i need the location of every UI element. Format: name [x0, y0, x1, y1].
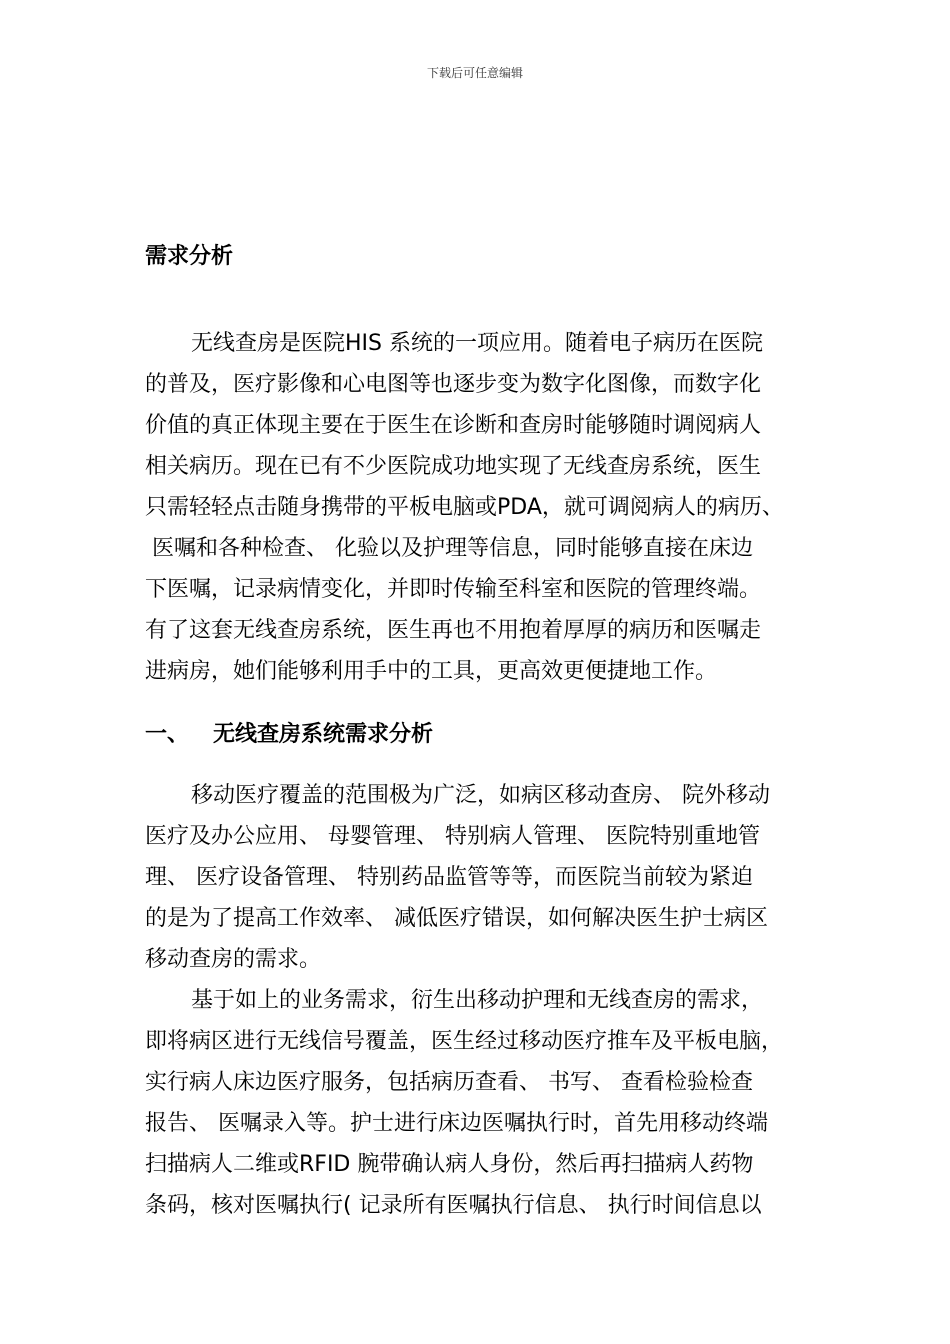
paragraph-line: 的是为了提高工作效率、 减低医疗错误，如何解决医生护士病区	[145, 906, 768, 931]
paragraph-line: 医疗及办公应用、 母婴管理、 特别病人管理、 医院特别重地管	[145, 824, 760, 849]
paragraph-requirements	[145, 980, 815, 1226]
paragraph-line: 有了这套无线查房系统，医生再也不用抱着厚厚的病历和医嘱走	[145, 618, 762, 643]
paragraph-line: 基于如上的业务需求，衍生出移动护理和无线查房的需求，	[191, 988, 764, 1013]
section-heading	[145, 718, 433, 752]
paragraph-intro	[145, 323, 815, 692]
page-header: 下载后可任意编辑	[426, 66, 523, 80]
section-title: 无线查房系统需求分析	[213, 722, 434, 747]
section-number: 一、	[145, 722, 190, 747]
paragraph-line: 进病房，她们能够利用手中的工具，更高效更便捷地工作。	[145, 659, 718, 684]
paragraph-line: 移动医疗覆盖的范围极为广泛，如病区移动查房、 院外移动	[191, 783, 770, 808]
paragraph-line: 报告、 医嘱录入等。护士进行床边医嘱执行时，首先用移动终端	[145, 1111, 768, 1136]
paragraph-line: 的普及，医疗影像和心电图等也逐步变为数字化图像，而数字化	[145, 372, 762, 397]
paragraph-line: 价值的真正体现主要在于医生在诊断和查房时能够随时调阅病人	[145, 413, 762, 438]
paragraph-line: 理、 医疗设备管理、 特别药品监管等等，而医院当前较为紧迫	[145, 865, 753, 890]
paragraph-line: 无线查房是医院HIS 系统的一项应用。随着电子病历在医院	[191, 331, 763, 356]
paragraph-line: 下医嘱，记录病情变化，并即时传输至科室和医院的管理终端。	[145, 577, 762, 602]
paragraph-line: 扫描病人二维或RFID 腕带确认病人身份，然后再扫描病人药物	[145, 1152, 754, 1177]
document-title: 需求分析	[145, 244, 234, 269]
paragraph-scope	[145, 775, 815, 980]
paragraph-line: 医嘱和各种检查、 化验以及护理等信息，同时能够直接在床边	[145, 536, 753, 561]
paragraph-line: 即将病区进行无线信号覆盖，医生经过移动医疗推车及平板电脑，	[145, 1029, 784, 1054]
paragraph-line: 相关病历。现在已有不少医院成功地实现了无线查房系统，医生	[145, 454, 762, 479]
paragraph-line: 条码，核对医嘱执行( 记录所有医嘱执行信息、 执行时间信息以	[145, 1193, 762, 1218]
paragraph-line: 实行病人床边医疗服务，包括病历查看、 书写、 查看检验检查	[145, 1070, 753, 1095]
paragraph-line: 只需轻轻点击随身携带的平板电脑或PDA，就可调阅病人的病历、	[145, 495, 784, 520]
paragraph-line: 移动查房的需求。	[145, 947, 322, 972]
